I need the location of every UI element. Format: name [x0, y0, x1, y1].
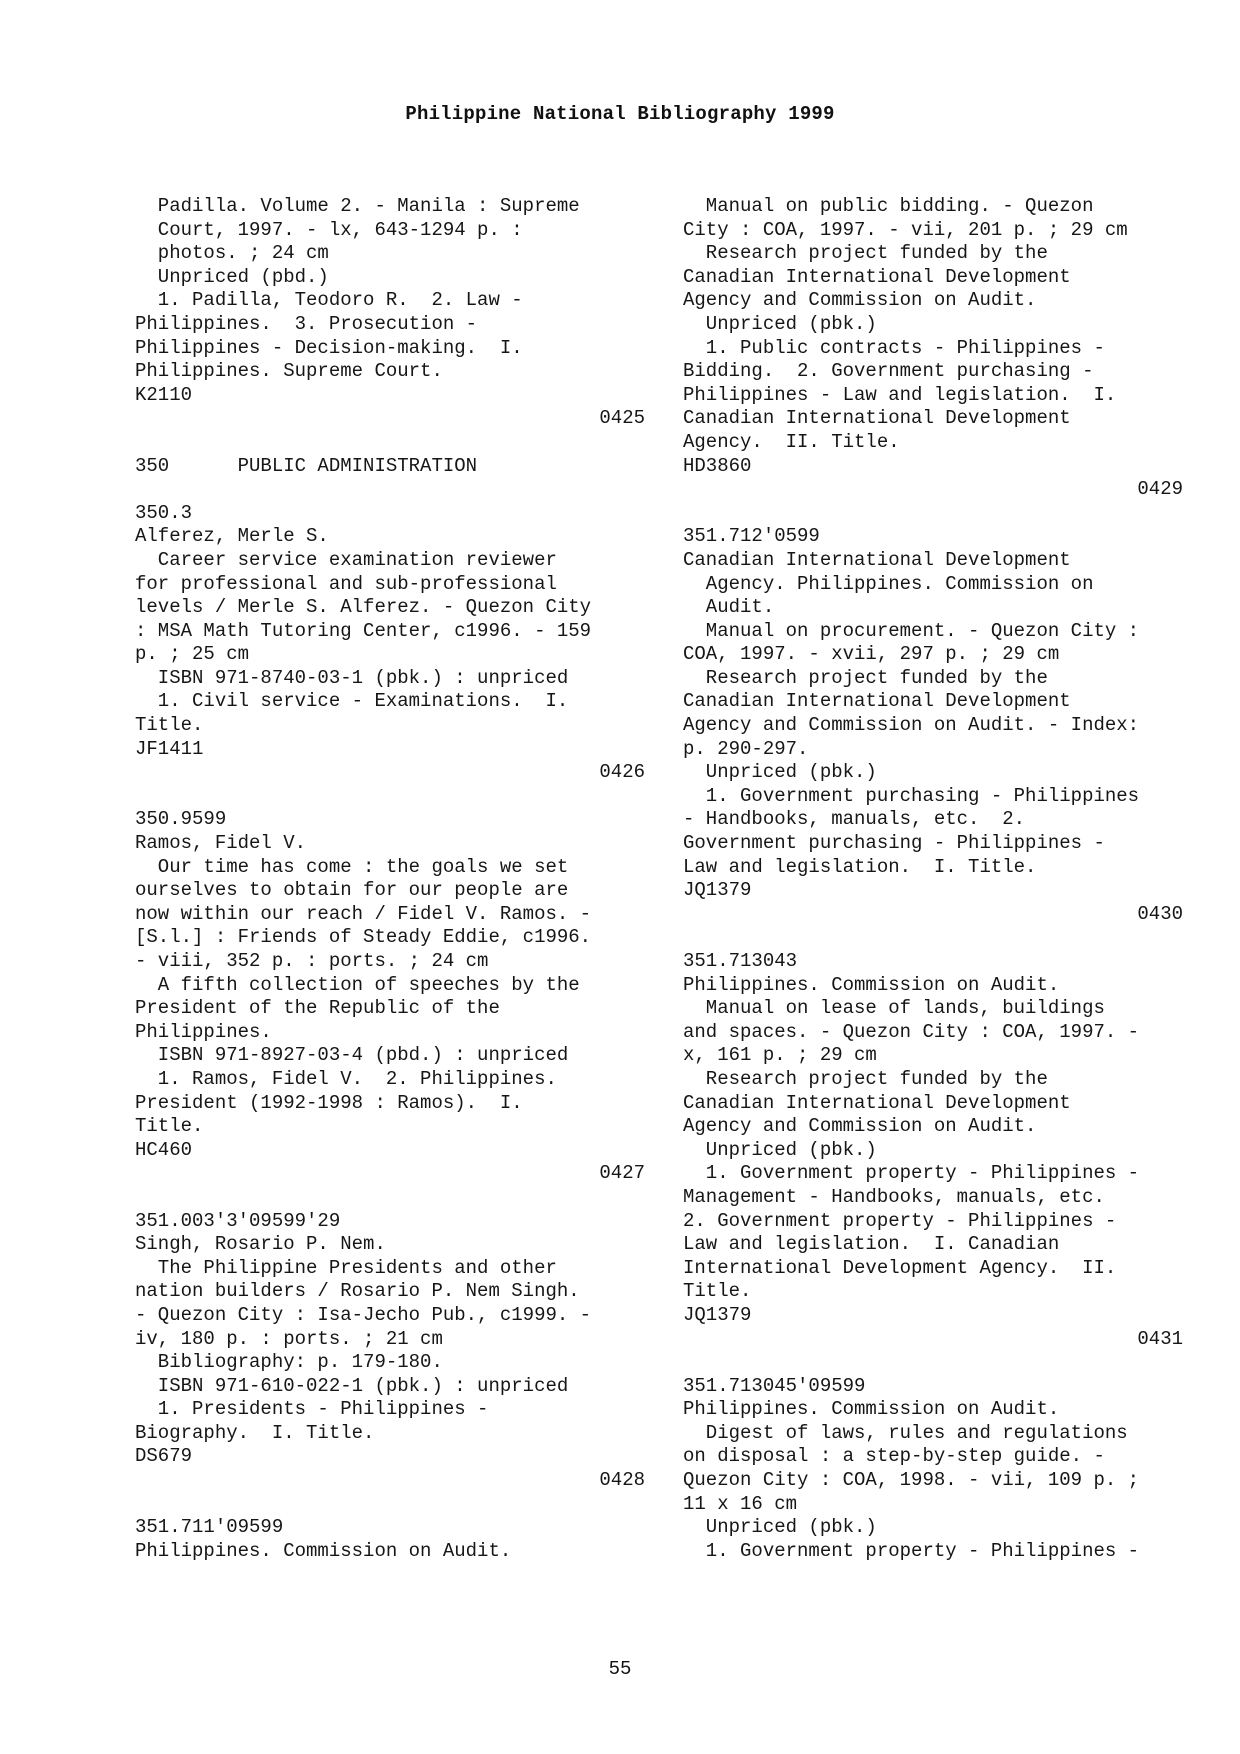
- text-line: Alferez, Merle S.: [135, 525, 329, 548]
- text-line: 11 x 16 cm: [683, 1492, 798, 1515]
- text-line: Quezon City : COA, 1998. - vii, 109 p. ;: [683, 1469, 1140, 1492]
- text-line: DS679: [135, 1445, 193, 1468]
- text-line: 351.713045'09599: [683, 1374, 866, 1397]
- text-line: President of the Republic of the: [135, 997, 500, 1020]
- text-line: Philippines. Commission on Audit.: [135, 1539, 512, 1562]
- text-line: Canadian International Development: [683, 690, 1071, 713]
- text-line: - Handbooks, manuals, etc. 2.: [683, 808, 1026, 831]
- text-line: Manual on lease of lands, buildings: [683, 997, 1105, 1020]
- text-line: 1. Presidents - Philippines -: [135, 1398, 489, 1421]
- text-line: Our time has come : the goals we set: [135, 855, 569, 878]
- text-line: Title.: [683, 1280, 752, 1303]
- text-line: Law and legislation. I. Title.: [683, 855, 1037, 878]
- text-line: Manual on public bidding. - Quezon: [683, 195, 1094, 217]
- text-line: The Philippine Presidents and other: [135, 1256, 557, 1279]
- text-line: Philippines. 3. Prosecution -: [135, 312, 478, 335]
- text-line: photos. ; 24 cm: [135, 242, 329, 265]
- text-line: Unpriced (pbk.): [683, 1516, 877, 1539]
- text-line: Canadian International Development: [683, 407, 1071, 430]
- text-line: - viii, 352 p. : ports. ; 24 cm: [135, 950, 489, 972]
- text-line: now within our reach / Fidel V. Ramos. -: [135, 902, 592, 925]
- text-line: 1. Government purchasing - Philippines: [683, 784, 1140, 807]
- text-line: International Development Agency. II.: [683, 1256, 1117, 1279]
- text-line: Philippines. Commission on Audit.: [683, 1398, 1060, 1421]
- text-line: Canadian International Development: [683, 548, 1071, 571]
- text-line: Agency. Philippines. Commission on: [683, 572, 1094, 595]
- text-line: iv, 180 p. : ports. ; 21 cm: [135, 1327, 443, 1350]
- text-line: Bibliography: p. 179-180.: [135, 1351, 443, 1374]
- text-line: [135, 1493, 645, 1517]
- text-line: [135, 478, 645, 502]
- text-line: levels / Merle S. Alferez. - Quezon City: [135, 596, 592, 619]
- text-line: HC460: [135, 1138, 193, 1161]
- entry-number: 0431: [1137, 1327, 1183, 1350]
- text-line: nation builders / Rosario P. Nem Singh.: [135, 1280, 580, 1303]
- text-line: JF1411: [135, 737, 204, 760]
- text-line: City : COA, 1997. - vii, 201 p. ; 29 cm: [683, 218, 1128, 241]
- text-line: Unpriced (pbk.): [683, 761, 877, 784]
- text-line: Manual on procurement. - Quezon City :: [683, 619, 1140, 642]
- text-line: ourselves to obtain for our people are: [135, 879, 569, 902]
- text-line: : MSA Math Tutoring Center, c1996. - 159: [135, 619, 592, 642]
- text-line: A fifth collection of speeches by the: [135, 973, 580, 996]
- text-line: Canadian International Development: [683, 1091, 1071, 1114]
- text-line: 351.712'0599: [683, 525, 820, 548]
- text-line: 1. Padilla, Teodoro R. 2. Law -: [135, 289, 523, 312]
- text-line: Biography. I. Title.: [135, 1421, 375, 1444]
- text-line: Title.: [135, 1115, 204, 1138]
- text-line: Agency. II. Title.: [683, 430, 900, 453]
- text-line: [135, 1186, 645, 1210]
- text-line: Title.: [135, 714, 204, 737]
- text-line: 350.3: [135, 501, 193, 524]
- text-line: Management - Handbooks, manuals, etc.: [683, 1185, 1105, 1208]
- text-line: Court, 1997. - lx, 643-1294 p. :: [135, 218, 523, 241]
- text-line: Philippines - Decision-making. I.: [135, 336, 523, 359]
- text-line: Canadian International Development: [683, 265, 1071, 288]
- text-line: JQ1379: [683, 1303, 752, 1326]
- text-line: Agency and Commission on Audit. - Index:: [683, 714, 1140, 737]
- text-line: ISBN 971-8927-03-4 (pbd.) : unpriced: [135, 1044, 569, 1067]
- text-line: Philippines. Supreme Court.: [135, 360, 443, 383]
- text-line: Agency and Commission on Audit.: [683, 289, 1037, 312]
- text-line: Singh, Rosario P. Nem.: [135, 1233, 386, 1256]
- text-line: Unpriced (pbd.): [135, 265, 329, 288]
- text-line: COA, 1997. - xvii, 297 p. ; 29 cm: [683, 643, 1060, 666]
- text-line: Audit.: [683, 596, 775, 619]
- text-line: Government purchasing - Philippines -: [683, 832, 1105, 855]
- entry-number: 0430: [1137, 902, 1183, 925]
- text-line: President (1992-1998 : Ramos). I.: [135, 1091, 523, 1114]
- text-line: Unpriced (pbk.): [683, 1138, 877, 1161]
- text-line: p. 290-297.: [683, 737, 809, 760]
- text-line: 351.713043: [683, 950, 798, 972]
- text-line: on disposal : a step-by-step guide. -: [683, 1445, 1105, 1468]
- text-line: [135, 431, 645, 455]
- text-line: - Quezon City : Isa-Jecho Pub., c1999. -: [135, 1303, 592, 1326]
- text-line: [S.l.] : Friends of Steady Eddie, c1996.: [135, 926, 592, 949]
- page-number: 55: [608, 1658, 632, 1680]
- text-line: HD3860: [683, 454, 752, 477]
- text-line: 351.003'3'09599'29: [135, 1209, 341, 1232]
- text-line: [683, 1351, 1183, 1375]
- text-line: ISBN 971-610-022-1 (pbk.) : unpriced: [135, 1374, 569, 1397]
- text-line: Unpriced (pbk.): [683, 312, 877, 335]
- text-line: 351.711'09599: [135, 1516, 284, 1539]
- text-line: Ramos, Fidel V.: [135, 832, 307, 855]
- text-line: Agency and Commission on Audit.: [683, 1115, 1037, 1138]
- text-line: Career service examination reviewer: [135, 548, 557, 571]
- entry-number: 0427: [599, 1162, 645, 1185]
- text-line: Philippines - Law and legislation. I.: [683, 383, 1117, 406]
- page-title: Philippine National Bibliography 1999: [405, 103, 835, 125]
- text-line: Philippines. Commission on Audit.: [683, 973, 1060, 996]
- text-line: Law and legislation. I. Canadian: [683, 1233, 1060, 1256]
- right-column: [683, 195, 1183, 1563]
- text-line: Philippines.: [135, 1020, 272, 1043]
- text-line: K2110: [135, 383, 193, 406]
- entry-number: 0428: [599, 1469, 645, 1492]
- text-line: [683, 926, 1183, 950]
- text-line: [683, 502, 1183, 526]
- text-line: 1. Public contracts - Philippines -: [683, 336, 1105, 359]
- text-line: 1. Ramos, Fidel V. 2. Philippines.: [135, 1067, 557, 1090]
- text-line: Digest of laws, rules and regulations: [683, 1421, 1128, 1444]
- text-line: 350 PUBLIC ADMINISTRATION: [135, 454, 478, 477]
- text-line: 1. Government property - Philippines -: [683, 1539, 1140, 1562]
- left-column: [135, 195, 645, 1563]
- entry-number: 0426: [599, 761, 645, 784]
- text-line: JQ1379: [683, 879, 752, 902]
- text-line: for professional and sub-professional: [135, 572, 557, 595]
- text-line: [135, 785, 645, 809]
- entry-number: 0429: [1137, 478, 1183, 501]
- text-line: 1. Civil service - Examinations. I.: [135, 690, 569, 713]
- text-line: and spaces. - Quezon City : COA, 1997. -: [683, 1020, 1140, 1043]
- text-line: Research project funded by the: [683, 666, 1048, 689]
- text-line: Padilla. Volume 2. - Manila : Supreme: [135, 195, 580, 217]
- text-line: p. ; 25 cm: [135, 643, 250, 666]
- text-line: Research project funded by the: [683, 1067, 1048, 1090]
- entry-number: 0425: [599, 407, 645, 430]
- text-line: Research project funded by the: [683, 242, 1048, 265]
- text-line: 1. Government property - Philippines -: [683, 1162, 1140, 1185]
- text-line: x, 161 p. ; 29 cm: [683, 1044, 877, 1067]
- text-line: 350.9599: [135, 808, 227, 831]
- text-line: Bidding. 2. Government purchasing -: [683, 360, 1094, 383]
- text-line: ISBN 971-8740-03-1 (pbk.) : unpriced: [135, 666, 569, 689]
- text-line: 2. Government property - Philippines -: [683, 1209, 1117, 1232]
